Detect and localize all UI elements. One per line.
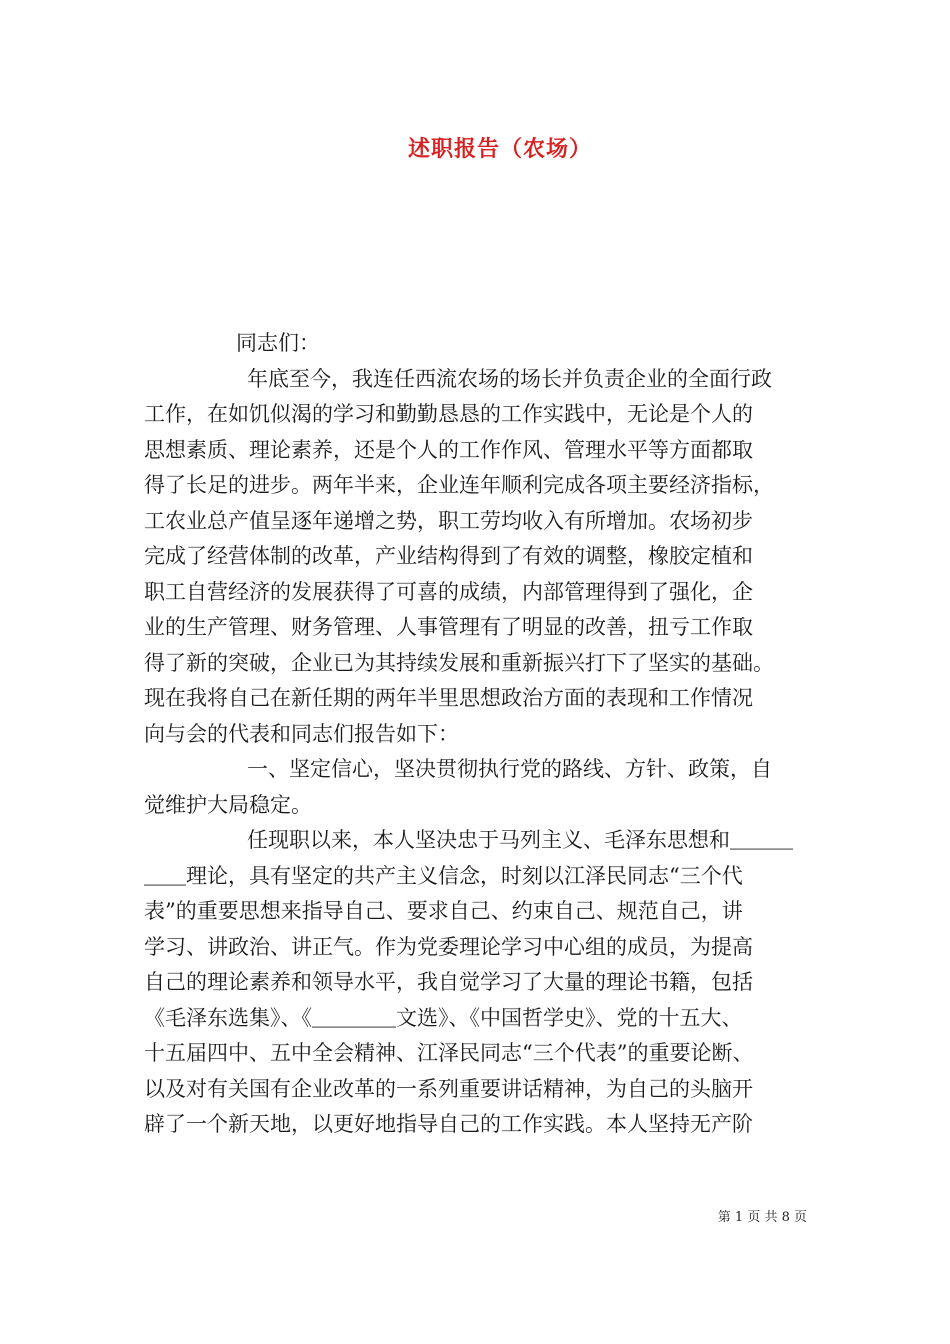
body-line: 以及对有关国有企业改革的一系列重要讲话精神，为自己的头脑开 [144, 1076, 753, 1101]
body-line: 《毛泽东选集》、《＿＿＿＿文选》、《中国哲学史》、党的十五大、 [144, 1005, 743, 1030]
body-line: 任现职以来，本人坚决忠于马列主义、毛泽东思想和＿＿＿ [247, 828, 793, 852]
body-line: 思想素质、理论素养，还是个人的工作作风、管理水平等方面都取 [144, 437, 753, 462]
page-footer: 第 1 页 共 8 页 [717, 1210, 807, 1225]
document-body [144, 326, 812, 1143]
body-line: 得了长足的进步。两年半来，企业连年顺利完成各项主要经济指标， [144, 473, 774, 497]
body-line: 现在我将自己在新任期的两年半里思想政治方面的表现和工作情况 [144, 686, 753, 710]
body-line: 工农业总产值呈逐年递增之势，职工劳均收入有所增加。农场初步 [144, 508, 753, 533]
body-line: 完成了经营体制的改革，产业结构得到了有效的调整，橡胶定植和 [144, 544, 753, 568]
body-line: 表”的重要思想来指导自己、要求自己、约束自己、规范自己，讲 [144, 899, 743, 923]
body-line: 业的生产管理、财务管理、人事管理有了明显的改善，扭亏工作取 [144, 615, 753, 639]
body-line: 得了新的突破，企业已为其持续发展和重新振兴打下了坚实的基础。 [144, 650, 774, 675]
body-line: 自己的理论素养和领导水平，我自觉学习了大量的理论书籍，包括 [144, 970, 753, 994]
body-line: 职工自营经济的发展获得了可喜的成绩，内部管理得到了强化，企 [144, 579, 753, 604]
body-line: ＿＿理论，具有坚定的共产主义信念，时刻以江泽民同志“三个代 [144, 863, 743, 888]
body-line: 年底至今，我连任西流农场的场长并负责企业的全面行政 [247, 366, 772, 391]
body-line: 一、坚定信心，坚决贯彻执行党的路线、方针、政策，自 [247, 757, 772, 781]
body-line: 辟了一个新天地，以更好地指导自己的工作实践。本人坚持无产阶 [144, 1112, 753, 1136]
body-line: 向与会的代表和同志们报告如下： [144, 721, 459, 746]
body-line: 十五届四中、五中全会精神、江泽民同志“三个代表”的重要论断、 [144, 1041, 754, 1065]
body-line: 学习、讲政治、讲正气。作为党委理论学习中心组的成员，为提高 [144, 934, 753, 959]
body-line: 觉维护大局稳定。 [144, 792, 312, 817]
document-title: 述职报告（农场） [407, 136, 592, 162]
body-line: 同志们： [236, 331, 320, 355]
body-line: 工作，在如饥似渴的学习和勤勤恳恳的工作实践中，无论是个人的 [144, 402, 753, 426]
